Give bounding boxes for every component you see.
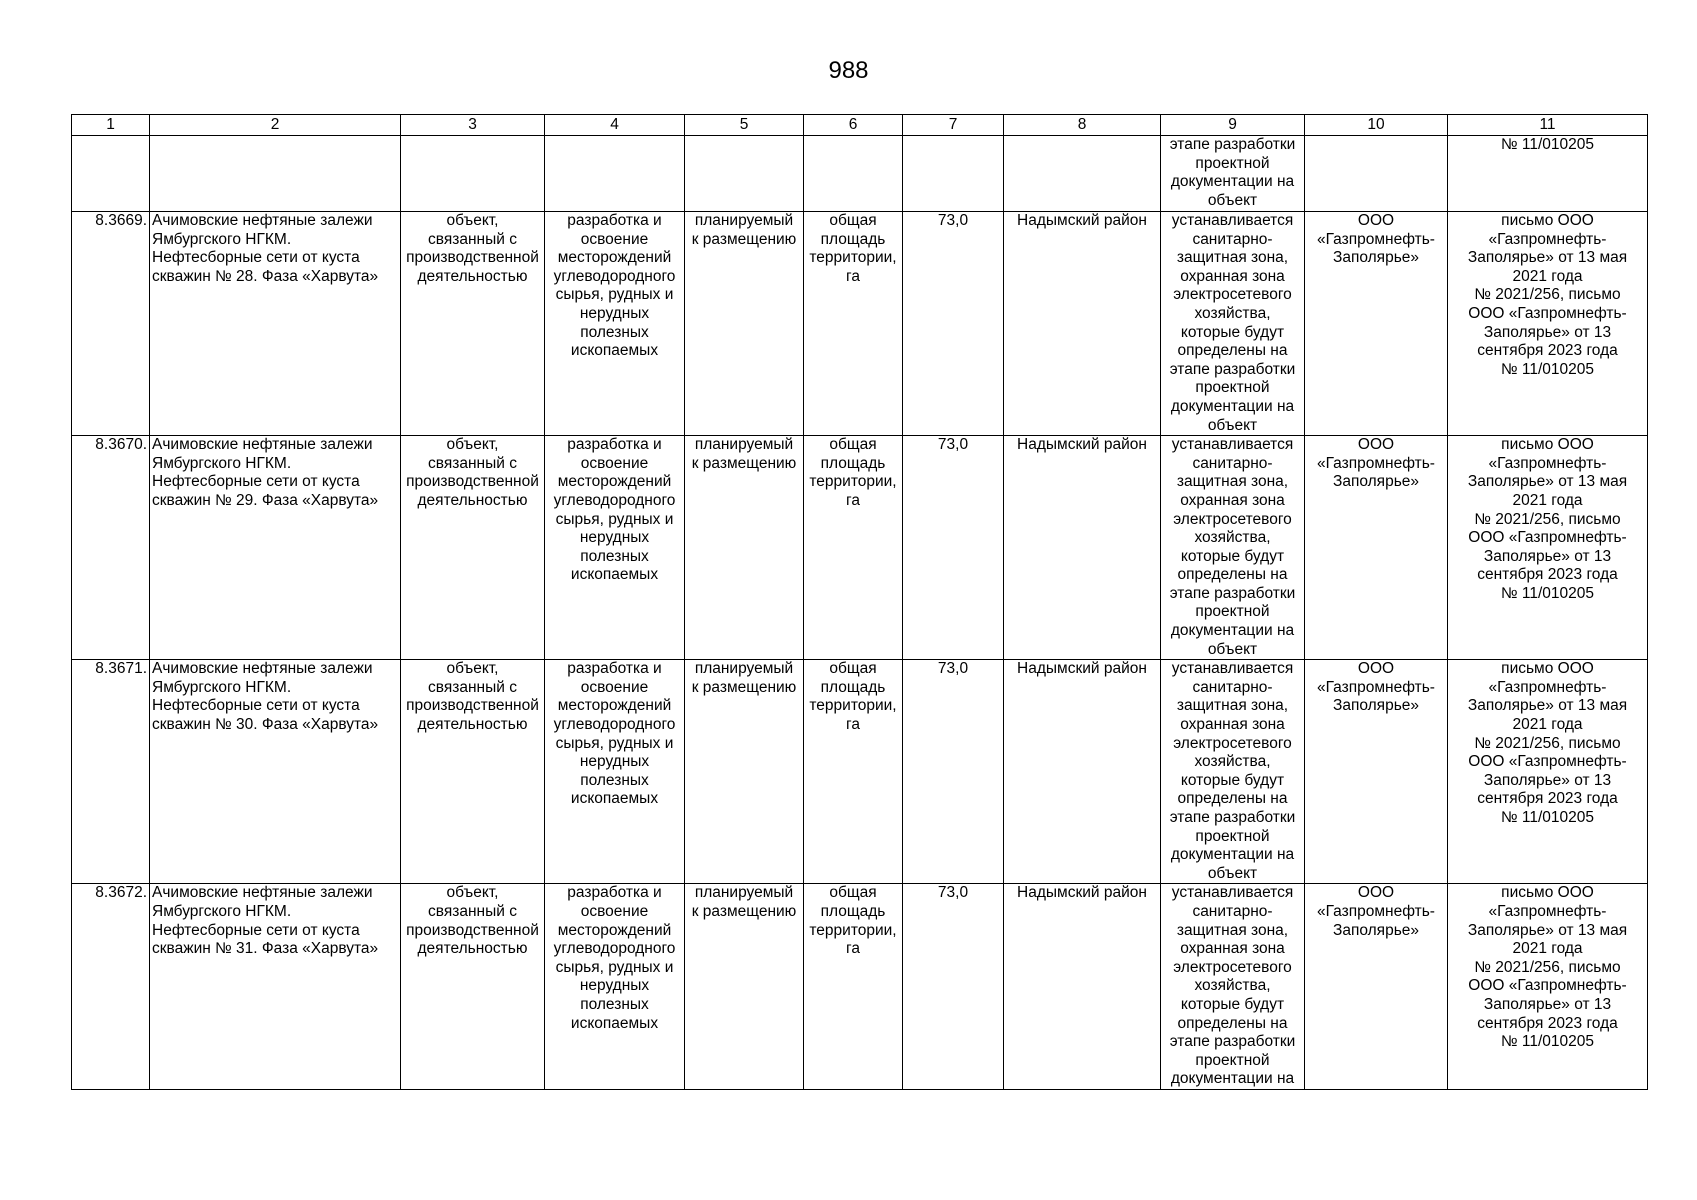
object-type: объект, связанный с производственной деятельностью (401, 212, 545, 436)
object-district: Надымский район (1004, 436, 1161, 660)
object-characteristic: общая площадь территории, га (804, 660, 903, 884)
row-number: 8.3670. (72, 436, 150, 660)
row-number: 8.3669. (72, 212, 150, 436)
registry-table (71, 114, 1648, 1090)
object-purpose: разработка и освоение месторождений углеводородного сырья, рудных и нерудных полезных ископаемых (545, 212, 685, 436)
object-value: 73,0 (903, 884, 1004, 1090)
zone-cell: устанавливается санитарно- защитная зона, охранная зона электросетевого хозяйства, которые будут определены на этапе разработки проектной документации на объект (1161, 436, 1305, 660)
table-cell (1305, 136, 1448, 212)
object-name: Ачимовские нефтяные залежи Ямбургского НГКМ. Нефтесборные сети от куста скважин № 28. Фаза «Харвута» (150, 212, 401, 436)
table-cell (401, 136, 545, 212)
row-number: 8.3671. (72, 660, 150, 884)
zone-cell: устанавливается санитарно- защитная зона, охранная зона электросетевого хозяйства, которые будут определены на этапе разработки проектной документации на объект (1161, 212, 1305, 436)
column-header: 6 (804, 115, 903, 136)
object-type: объект, связанный с производственной деятельностью (401, 436, 545, 660)
zone-cell: устанавливается санитарно- защитная зона, охранная зона электросетевого хозяйства, которые будут определены на этапе разработки проектной документации на (1161, 884, 1305, 1090)
organization-cell: ООО «Газпромнефть- Заполярье» (1305, 660, 1448, 884)
object-type: объект, связанный с производственной деятельностью (401, 884, 545, 1090)
column-header: 11 (1448, 115, 1648, 136)
object-characteristic: общая площадь территории, га (804, 884, 903, 1090)
column-header: 3 (401, 115, 545, 136)
basis-cell: письмо ООО «Газпромнефть- Заполярье» от 13 мая 2021 года № 2021/256, письмо ООО «Газпромнефть- Заполярье» от 13 сентября 2023 года № 11/010205 (1448, 436, 1648, 660)
column-header: 2 (150, 115, 401, 136)
organization-cell: ООО «Газпромнефть- Заполярье» (1305, 436, 1448, 660)
table-row (72, 660, 1648, 884)
object-name: Ачимовские нефтяные залежи Ямбургского НГКМ. Нефтесборные сети от куста скважин № 29. Фаза «Харвута» (150, 436, 401, 660)
object-status: планируемый к размещению (685, 660, 804, 884)
table-cell (804, 136, 903, 212)
object-name: Ачимовские нефтяные залежи Ямбургского НГКМ. Нефтесборные сети от куста скважин № 30. Фаза «Харвута» (150, 660, 401, 884)
zone-cell: устанавливается санитарно- защитная зона, охранная зона электросетевого хозяйства, которые будут определены на этапе разработки проектной документации на объект (1161, 660, 1305, 884)
basis-cell: письмо ООО «Газпромнефть- Заполярье» от 13 мая 2021 года № 2021/256, письмо ООО «Газпромнефть- Заполярье» от 13 сентября 2023 года № 11/010205 (1448, 884, 1648, 1090)
object-district: Надымский район (1004, 884, 1161, 1090)
object-value: 73,0 (903, 212, 1004, 436)
column-header: 7 (903, 115, 1004, 136)
object-value: 73,0 (903, 436, 1004, 660)
object-characteristic: общая площадь территории, га (804, 436, 903, 660)
table-cell (1004, 136, 1161, 212)
table-cell (685, 136, 804, 212)
object-purpose: разработка и освоение месторождений углеводородного сырья, рудных и нерудных полезных ископаемых (545, 436, 685, 660)
table-cell (545, 136, 685, 212)
object-status: планируемый к размещению (685, 884, 804, 1090)
object-name: Ачимовские нефтяные залежи Ямбургского НГКМ. Нефтесборные сети от куста скважин № 31. Фаза «Харвута» (150, 884, 401, 1090)
column-header: 9 (1161, 115, 1305, 136)
row-number: 8.3672. (72, 884, 150, 1090)
object-type: объект, связанный с производственной деятельностью (401, 660, 545, 884)
column-header: 1 (72, 115, 150, 136)
zone-cell: этапе разработки проектной документации на объект (1161, 136, 1305, 212)
basis-cell: письмо ООО «Газпромнефть- Заполярье» от 13 мая 2021 года № 2021/256, письмо ООО «Газпромнефть- Заполярье» от 13 сентября 2023 года № 11/010205 (1448, 660, 1648, 884)
object-district: Надымский район (1004, 212, 1161, 436)
column-header: 8 (1004, 115, 1161, 136)
table-row (72, 212, 1648, 436)
continuation-row (72, 136, 1648, 212)
table-cell (150, 136, 401, 212)
page-number: 988 (828, 57, 869, 84)
column-header: 5 (685, 115, 804, 136)
organization-cell: ООО «Газпромнефть- Заполярье» (1305, 884, 1448, 1090)
table-cell (903, 136, 1004, 212)
basis-cell: письмо ООО «Газпромнефть- Заполярье» от 13 мая 2021 года № 2021/256, письмо ООО «Газпромнефть- Заполярье» от 13 сентября 2023 года № 11/010205 (1448, 212, 1648, 436)
organization-cell: ООО «Газпромнефть- Заполярье» (1305, 212, 1448, 436)
table-row (72, 436, 1648, 660)
basis-cell: № 11/010205 (1448, 136, 1648, 212)
object-characteristic: общая площадь территории, га (804, 212, 903, 436)
object-value: 73,0 (903, 660, 1004, 884)
column-header: 10 (1305, 115, 1448, 136)
table-row (72, 884, 1648, 1090)
object-status: планируемый к размещению (685, 436, 804, 660)
object-purpose: разработка и освоение месторождений углеводородного сырья, рудных и нерудных полезных ископаемых (545, 660, 685, 884)
header-row (72, 115, 1648, 136)
table-cell (72, 136, 150, 212)
object-purpose: разработка и освоение месторождений углеводородного сырья, рудных и нерудных полезных ископаемых (545, 884, 685, 1090)
object-status: планируемый к размещению (685, 212, 804, 436)
column-header: 4 (545, 115, 685, 136)
object-district: Надымский район (1004, 660, 1161, 884)
